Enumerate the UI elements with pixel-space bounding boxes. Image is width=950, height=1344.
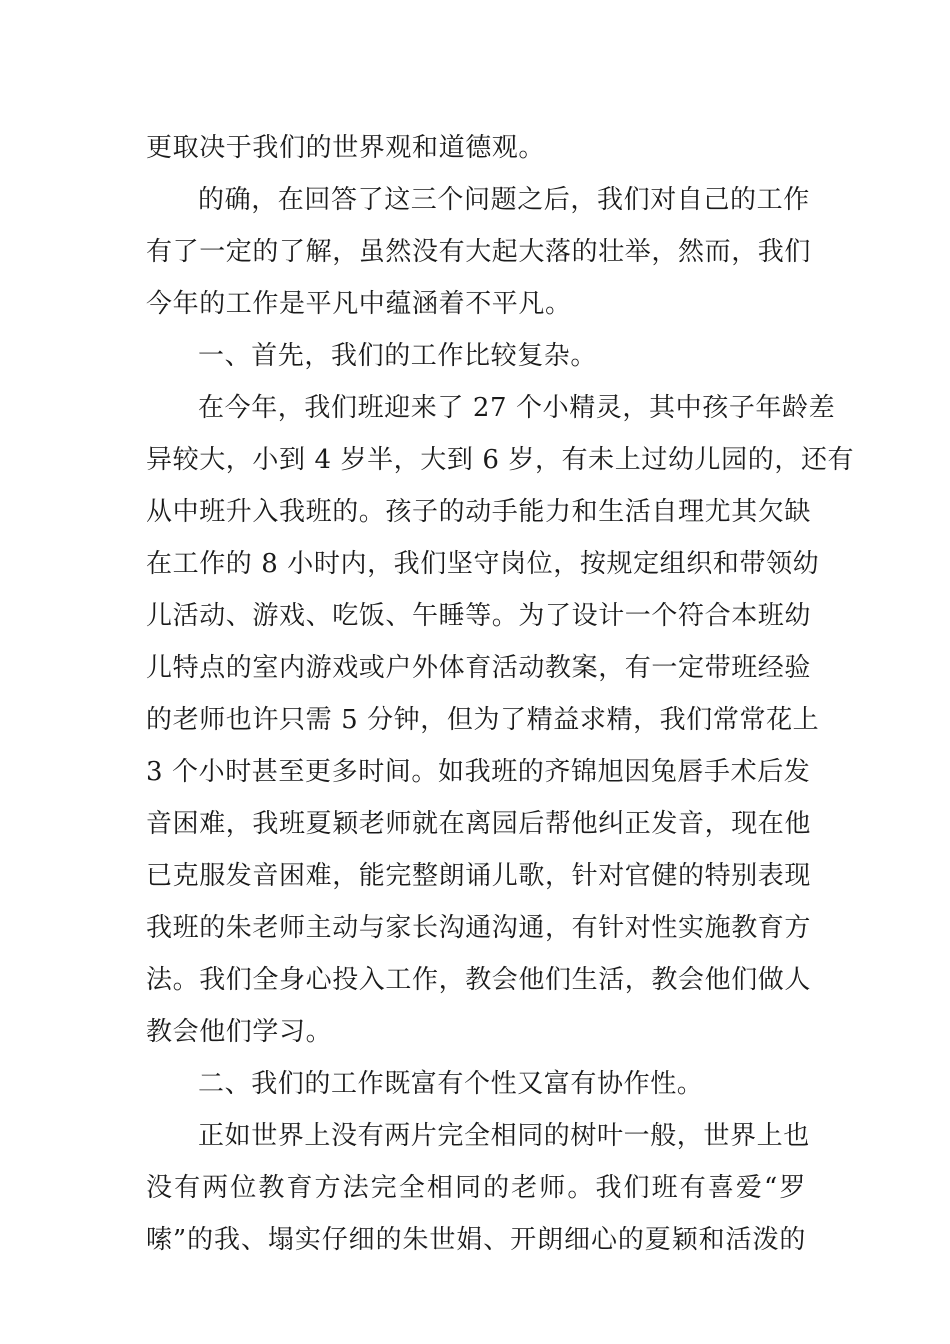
text-line-16: 我班的朱老师主动与家长沟通沟通，有针对性实施教育方 — [146, 913, 812, 943]
text-line-13: 3 个小时甚至更多时间。如我班的齐锦旭因兔唇手术后发 — [146, 757, 811, 787]
text-line-7: 异较大，小到 4 岁半，大到 6 岁，有未上过幼儿园的，还有 — [146, 445, 855, 475]
section-heading-2: 二、我们的工作既富有个性又富有协作性。 — [198, 1069, 704, 1099]
text-line-1: 更取决于我们的世界观和道德观。 — [146, 133, 546, 163]
text-line-12: 的老师也许只需 5 分钟，但为了精益求精，我们常常花上 — [146, 705, 820, 735]
text-line-22: 嗦”的我、塌实仔细的朱世娟、开朗细心的夏颖和活泼的 — [146, 1225, 806, 1255]
text-line-17: 法。我们全身心投入工作，教会他们生活，教会他们做人 — [146, 965, 812, 995]
section-heading-1: 一、首先，我们的工作比较复杂。 — [198, 341, 598, 371]
text-line-14: 音困难，我班夏颖老师就在离园后帮他纠正发音，现在他 — [146, 809, 812, 839]
text-line-2: 的确，在回答了这三个问题之后，我们对自己的工作 — [198, 185, 810, 215]
text-line-10: 儿活动、游戏、吃饭、午睡等。为了设计一个符合本班幼 — [146, 601, 812, 631]
text-line-18: 教会他们学习。 — [146, 1017, 333, 1047]
text-line-11: 儿特点的室内游戏或户外体育活动教案，有一定带班经验 — [146, 653, 812, 683]
text-line-4: 今年的工作是平凡中蕴涵着不平凡。 — [146, 289, 572, 319]
text-line-21: 没有两位教育方法完全相同的老师。我们班有喜爱“罗 — [146, 1173, 806, 1203]
text-line-20: 正如世界上没有两片完全相同的树叶一般，世界上也 — [198, 1121, 810, 1151]
text-line-15: 已克服发音困难，能完整朗诵儿歌，针对官健的特别表现 — [146, 861, 812, 891]
text-line-8: 从中班升入我班的。孩子的动手能力和生活自理尤其欠缺 — [146, 497, 812, 527]
text-line-6: 在今年，我们班迎来了 27 个小精灵，其中孩子年龄差 — [198, 393, 836, 423]
text-line-3: 有了一定的了解，虽然没有大起大落的壮举，然而，我们 — [146, 237, 812, 267]
text-line-9: 在工作的 8 小时内，我们坚守岗位，按规定组织和带领幼 — [146, 549, 820, 579]
